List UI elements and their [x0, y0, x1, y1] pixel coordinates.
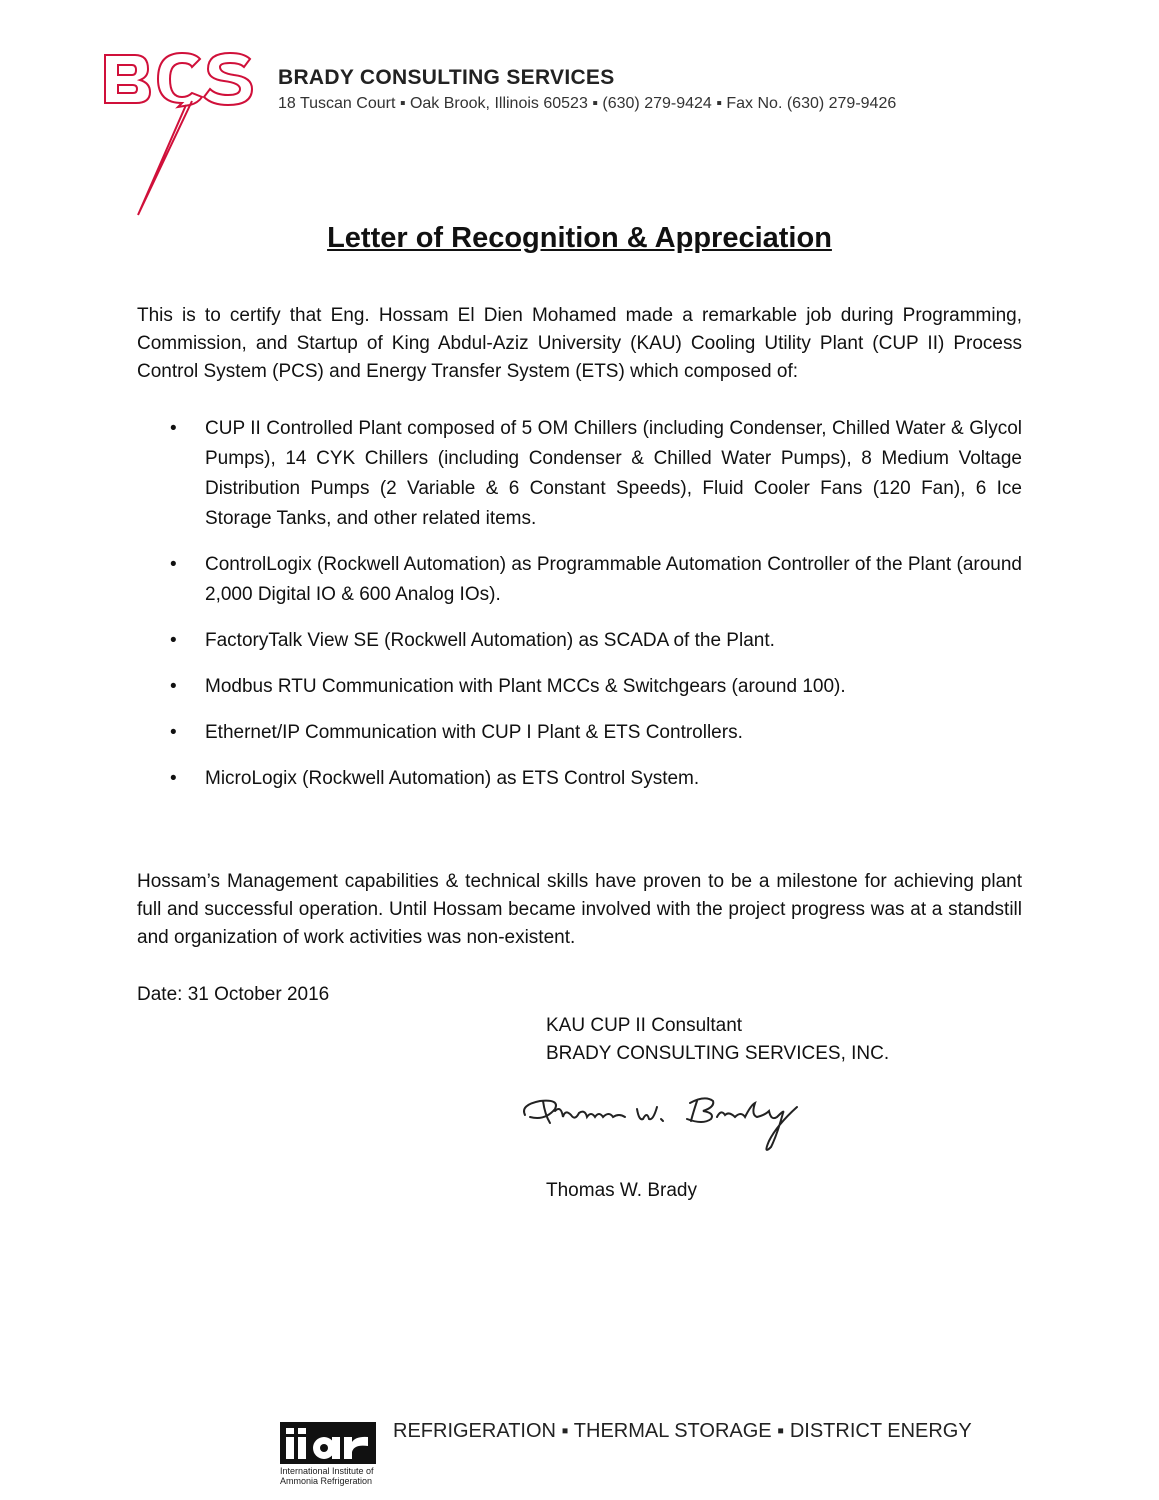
bcs-logo [100, 45, 260, 225]
signer-name: Thomas W. Brady [546, 1180, 697, 1201]
list-item: • MicroLogix (Rockwell Automation) as ETS Control System. [170, 764, 1022, 794]
letter-date: Date: 31 October 2016 [137, 984, 330, 1005]
signature-block [546, 1012, 889, 1068]
iiar-logo [280, 1422, 376, 1469]
scope-list [170, 414, 1022, 810]
list-item: • ControlLogix (Rockwell Automation) as Programmable Automation Controller of the Plant (around 2,000 Digital IO & 600 Analog IOs). [170, 550, 1022, 610]
iiar-caption-line: Ammonia Refrigeration [280, 1476, 373, 1486]
footer-tagline: REFRIGERATION ▪ THERMAL STORAGE ▪ DISTRICT ENERGY [393, 1420, 972, 1442]
handwritten-signature [515, 1085, 815, 1165]
company-name: BRADY CONSULTING SERVICES [278, 66, 615, 89]
signer-role: KAU CUP II Consultant [546, 1015, 743, 1036]
signer-company: BRADY CONSULTING SERVICES, INC. [546, 1043, 890, 1064]
list-item: • CUP II Controlled Plant composed of 5 OM Chillers (including Condenser, Chilled Water & Glycol Pumps), 14 CYK Chillers (including Condenser & Chilled Water Pumps), 8 Medium Voltage Distribution Pumps (2 Variable & 6 Constant Speeds), Fluid Cooler Fans (120 Fan), 6 Ice Storage Tanks, and other related items. [170, 414, 1022, 534]
list-item: • Modbus RTU Communication with Plant MCCs & Switchgears (around 100). [170, 672, 1022, 702]
list-item: • Ethernet/IP Communication with CUP I Plant & ETS Controllers. [170, 718, 1022, 748]
iiar-caption-line: International Institute of [280, 1466, 374, 1476]
closing-paragraph: Hossam’s Management capabilities & technical skills have proven to be a milestone for achieving plant full and successful operation. Until Hossam became involved with the project progress was at a standstill and organization of work activities was non-existent. [137, 871, 1022, 948]
iiar-caption [280, 1466, 374, 1486]
intro-paragraph: This is to certify that Eng. Hossam El Dien Mohamed made a remarkable job during Programming, Commission, and Startup of King Abdul-Aziz University (KAU) Cooling Utility Plant (CUP II) Process Control System (PCS) and Energy Transfer System (ETS) which composed of: [137, 305, 1022, 382]
list-item: • FactoryTalk View SE (Rockwell Automation) as SCADA of the Plant. [170, 626, 1022, 656]
letter-title: Letter of Recognition & Appreciation [327, 222, 832, 254]
company-address: 18 Tuscan Court ▪ Oak Brook, Illinois 60523 ▪ (630) 279-9424 ▪ Fax No. (630) 279-9426 [278, 95, 897, 112]
